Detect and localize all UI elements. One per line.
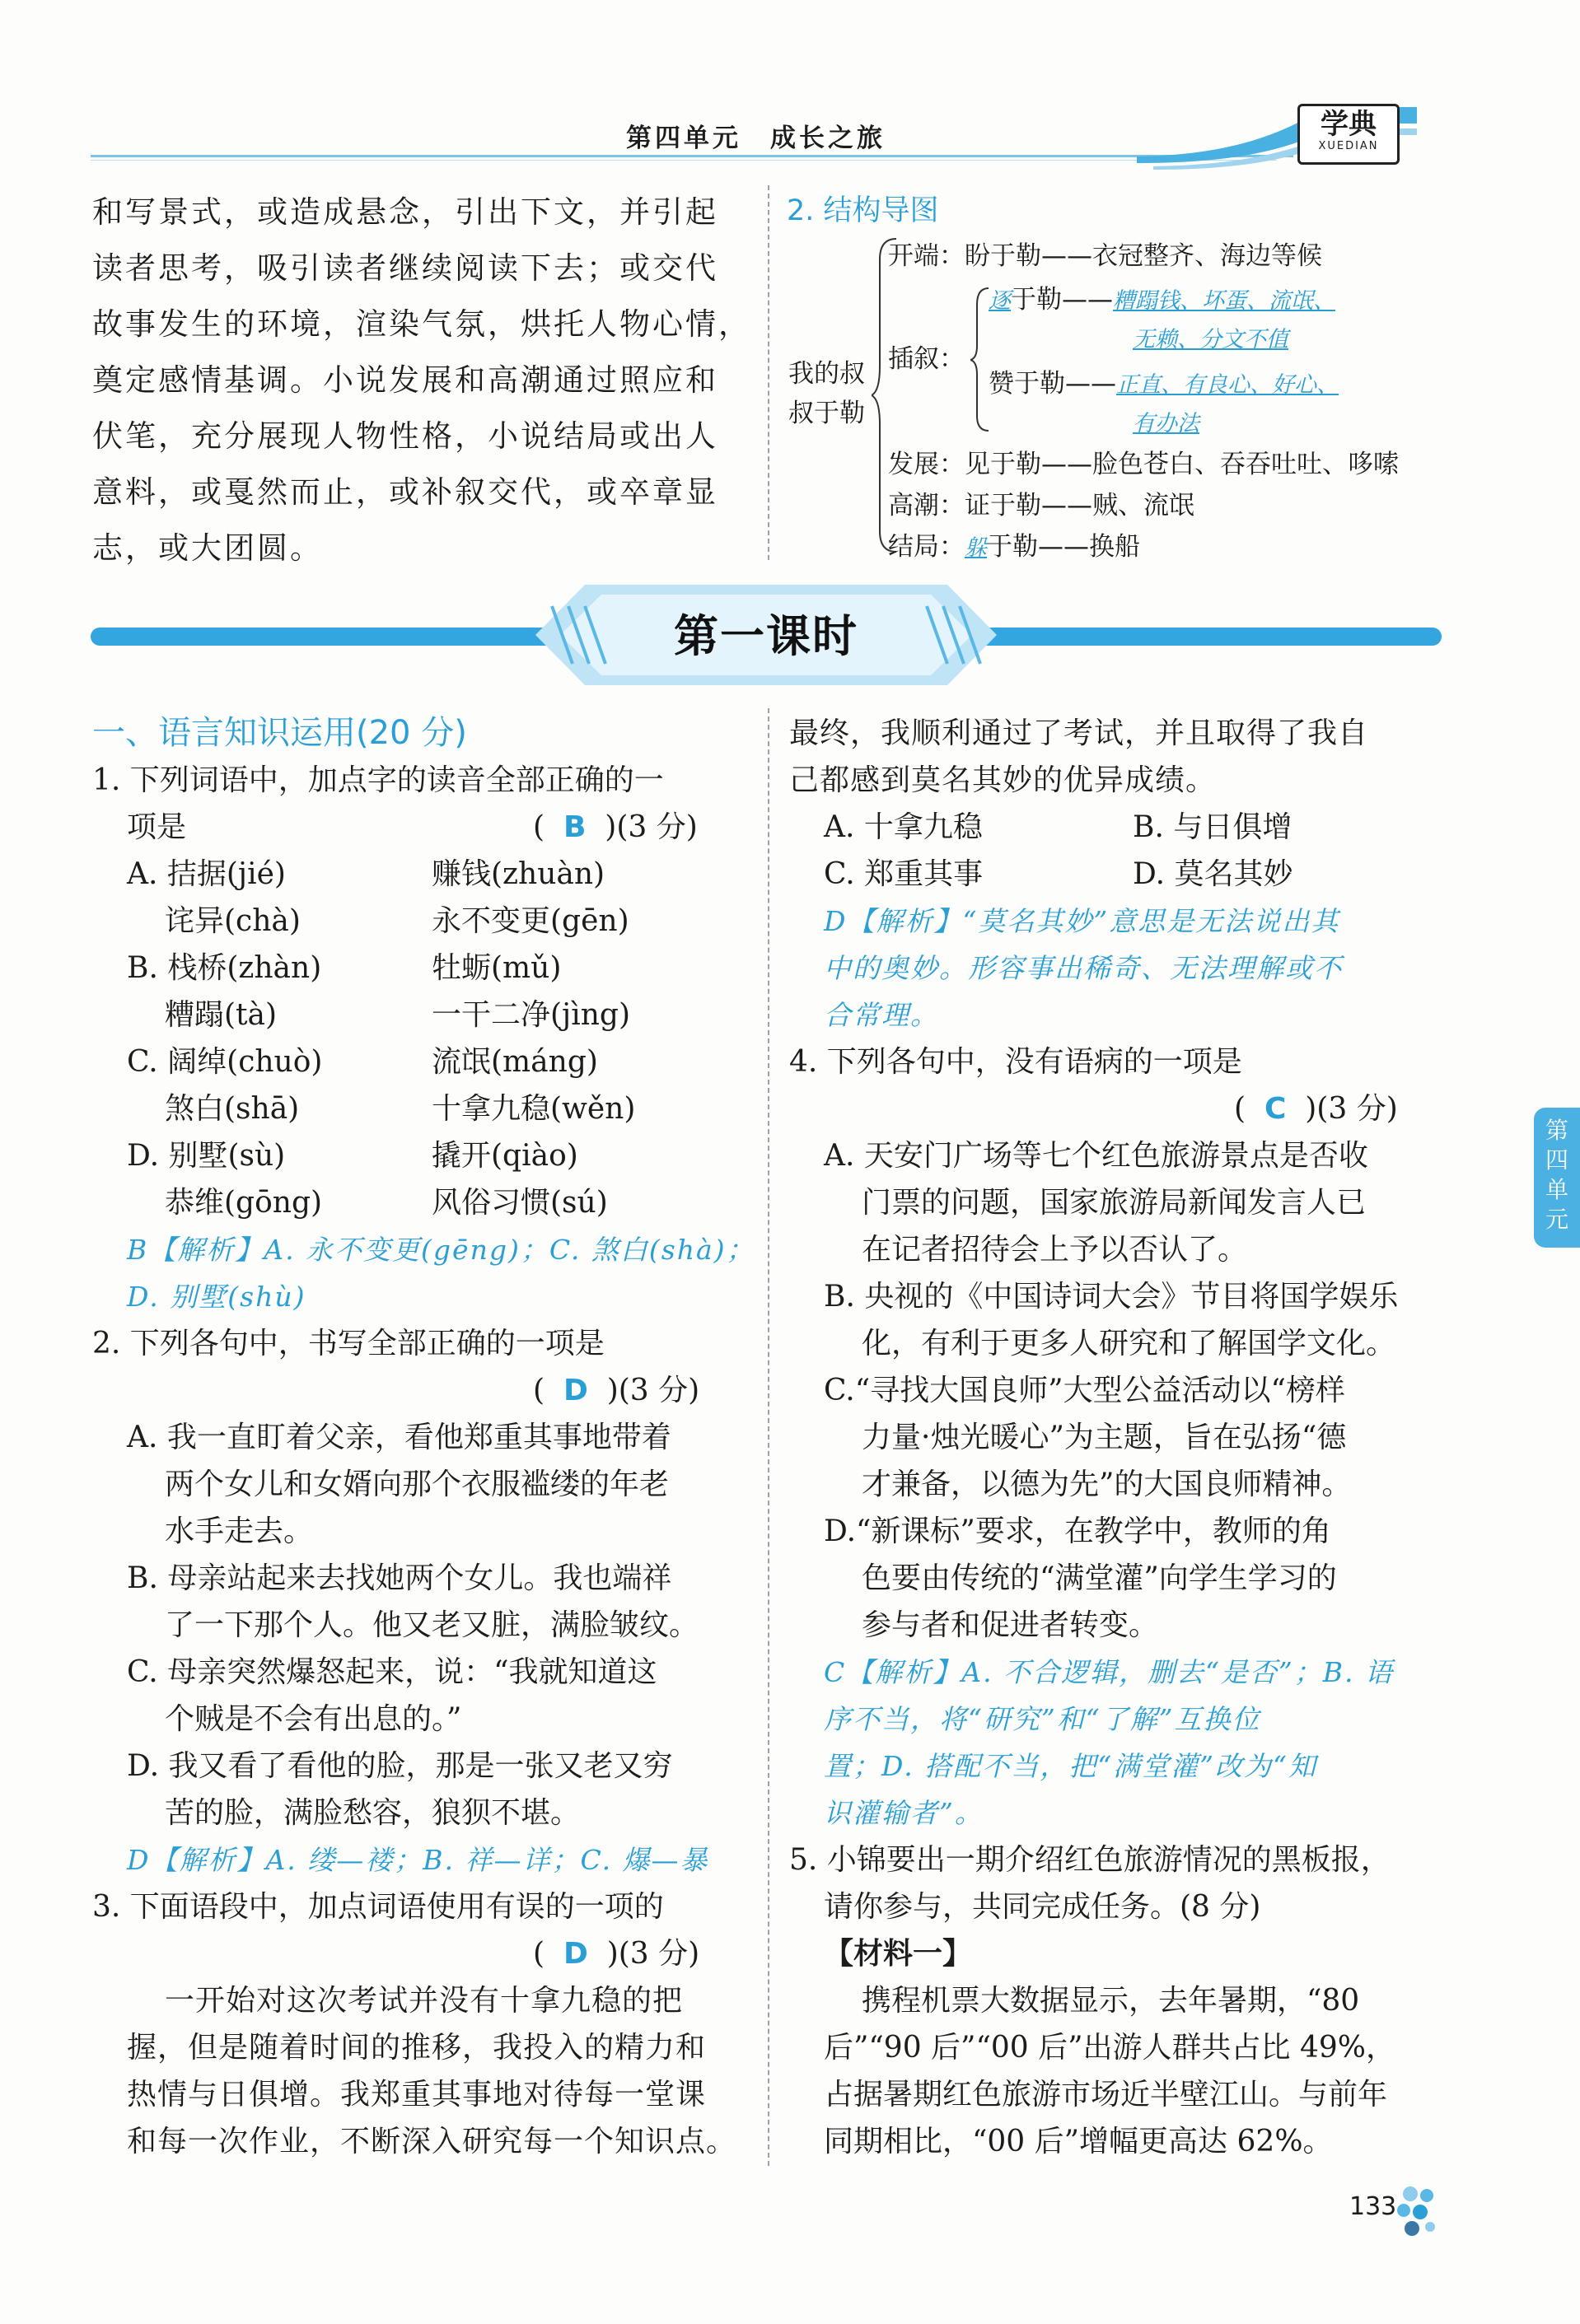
intro-line: 伏笔，充分展现人物性格，小说结局或出人 xyxy=(92,418,718,454)
q5-material-label: 【材料一】 xyxy=(824,1937,973,1971)
q1-explanation-cont: D. 别墅(shù) xyxy=(127,1281,306,1313)
handwritten-answer: 躲 xyxy=(965,535,987,561)
flashback-expel xyxy=(989,278,1335,315)
q1-answer: B xyxy=(563,810,587,844)
header-rule xyxy=(91,155,1293,157)
q1-stem2: 项是 xyxy=(127,810,187,844)
q1-option-b2 xyxy=(92,992,751,1038)
xuedian-logo xyxy=(1297,104,1400,165)
q2-option-d: D. 我又看了看他的脸，那是一张又老又穷 xyxy=(127,1749,673,1783)
q3-passage: 最终，我顺利通过了考试，并且取得了我自 xyxy=(789,716,1369,750)
q2-score: )(3 分) xyxy=(606,1374,700,1407)
q1-c-2: 流氓(máng) xyxy=(432,1045,598,1079)
ending-label: 结局： xyxy=(888,532,965,562)
q3-answer-slot: ( D )(3 分) xyxy=(533,1937,700,1971)
structure-root xyxy=(788,354,865,433)
q3-d: D. 莫名其妙 xyxy=(1133,857,1293,891)
q4-answer-line xyxy=(789,1085,1448,1132)
side-tab-char: 四 xyxy=(1545,1146,1568,1174)
q4-option-d-cont: 参与者和促进者转变。 xyxy=(862,1608,1159,1642)
q3-score: )(3 分) xyxy=(606,1937,700,1971)
q4-option-c-cont: 力量·烛光暖心”为主题，旨在弘扬“德 xyxy=(862,1421,1347,1454)
q1-b-3: 糟蹋(tà) xyxy=(165,998,278,1032)
q3-options-ab xyxy=(789,804,1448,851)
q4-option-a: A. 天安门广场等七个红色旅游景点是否收 xyxy=(824,1139,1368,1173)
column-divider-bottom xyxy=(768,708,769,2166)
structure-climax: 高潮：证于勒——贼、流氓 xyxy=(888,491,1194,520)
side-tab-char: 第 xyxy=(1545,1117,1568,1144)
q1-d-2: 撬开(qiào) xyxy=(432,1139,578,1173)
q4-option-a-cont: 在记者招待会上予以否认了。 xyxy=(862,1233,1248,1267)
q4-explanation-cont: 识灌输者”。 xyxy=(824,1797,984,1829)
q5-material-text: 占据暑期红色旅游市场近半壁江山。与前年 xyxy=(824,2078,1388,2112)
structure-opening: 开端：盼于勒——衣冠整齐、海边等候 xyxy=(888,241,1322,271)
q3-passage: 己都感到莫名其妙的优异成绩。 xyxy=(789,763,1217,797)
q4-option-b-cont: 化，有利于更多人研究和了解国学文化。 xyxy=(862,1327,1396,1360)
q2-option-d-cont: 苦的脸，满脸愁容，狼狈不堪。 xyxy=(165,1796,581,1830)
q1-option-c xyxy=(92,1038,751,1085)
q2-option-c-cont: 个贼是不会有出息的。” xyxy=(165,1702,462,1736)
logo-main: 学典 xyxy=(1321,108,1377,141)
q3-passage: 热情与日俱增。我郑重其事地对待每一堂课 xyxy=(127,2078,707,2112)
q4-explanation: C【解析】A. 不合逻辑，删去“是否”；B. 语 xyxy=(824,1656,1395,1688)
q2-answer-line xyxy=(92,1367,751,1414)
structure-development: 发展：见于勒——脸色苍白、吞吞吐吐、哆嗦 xyxy=(888,450,1399,479)
intro-line: 读者思考，吸引读者继续阅读下去；或交代 xyxy=(92,250,718,286)
left-column xyxy=(92,710,755,2165)
flash-label: 赞于勒—— xyxy=(989,369,1116,399)
q4-stem: 4. 下列各句中，没有语病的一项是 xyxy=(789,1045,1242,1079)
q1-c-1: C. 阔绰(chuò) xyxy=(127,1045,323,1079)
q5-stem-cont: 请你参与，共同完成任务。(8 分) xyxy=(824,1890,1261,1924)
q3-answer-line xyxy=(92,1930,751,1977)
q4-option-c-cont: 才兼备，以德为先”的大国良师精神。 xyxy=(862,1468,1352,1501)
q3-passage: 和每一次作业，不断深入研究每一个知识点。 xyxy=(127,2125,737,2158)
q1-a-4: 永不变更(gēn) xyxy=(432,904,629,938)
flashback-praise xyxy=(989,362,1339,399)
q3-answer: D xyxy=(563,1937,588,1971)
handwritten-answer: 正直、有良心、好心、 xyxy=(1116,372,1339,398)
q1-b-1: B. 栈桥(zhàn) xyxy=(127,951,322,985)
q1-score: )(3 分) xyxy=(605,810,698,844)
q4-score: )(3 分) xyxy=(1305,1092,1398,1126)
intro-line: 和写景式，或造成悬念，引出下文，并引起 xyxy=(92,194,718,230)
section-heading: 一、语言知识运用(20 分) xyxy=(92,714,467,752)
page-number: 133 xyxy=(1349,2192,1397,2221)
q1-a-3: 诧异(chà) xyxy=(165,904,301,938)
header-rule-thin xyxy=(91,160,1277,161)
right-column xyxy=(789,710,1448,2165)
q2-option-b-cont: 了一下那个人。他又老又脏，满脸皱纹。 xyxy=(165,1608,699,1642)
q5-material-text: 后”“90 后”“00 后”出游人群共占比 49%， xyxy=(824,2031,1395,2065)
structure-title: 2. 结构导图 xyxy=(787,194,939,227)
lesson-title: 第一课时 xyxy=(674,610,858,662)
q2-answer-slot: ( D )(3 分) xyxy=(533,1374,700,1407)
q4-explanation-cont: 序不当，将“研究”和“了解”互换位 xyxy=(824,1703,1261,1735)
q3-a: A. 十拿九稳 xyxy=(824,810,983,844)
side-tab-char: 元 xyxy=(1545,1206,1568,1233)
handwritten-answer: 糟蹋钱、坏蛋、流氓、 xyxy=(1113,288,1335,314)
q1-option-d2 xyxy=(92,1179,751,1226)
flashback-expel-cont xyxy=(1133,321,1288,353)
q3-b: B. 与日俱增 xyxy=(1133,810,1293,844)
q1-d-3: 恭维(gōng) xyxy=(165,1186,323,1220)
q1-c-4: 十拿九稳(wěn) xyxy=(432,1092,636,1126)
intro-line: 奠定感情基调。小说发展和高潮通过照应和 xyxy=(92,362,718,398)
page-number-dots-icon xyxy=(1394,2184,1443,2242)
q5-material-text: 携程机票大数据显示，去年暑期，“80 xyxy=(862,1984,1360,2018)
flashback-praise-cont xyxy=(1133,405,1199,437)
ending-text: 于勒——换船 xyxy=(987,532,1140,562)
q4-option-c: C.“寻找大国良师”大型公益活动以“榜样 xyxy=(824,1374,1345,1407)
q1-explanation: B【解析】A. 永不变更(gēng)；C. 煞白(shà)； xyxy=(127,1234,755,1266)
q3-c: C. 郑重其事 xyxy=(824,857,984,891)
q1-b-2: 牡蛎(mǔ) xyxy=(432,951,562,985)
q1-option-c2 xyxy=(92,1085,751,1132)
q4-option-d-cont: 色要由传统的“满堂灌”向学生学习的 xyxy=(862,1561,1337,1595)
structure-ending xyxy=(888,525,1140,562)
intro-line: 志，或大团圆。 xyxy=(92,530,323,566)
q2-option-c: C. 母亲突然爆怒起来，说：“我就知道这 xyxy=(127,1655,657,1689)
q3-explanation-cont: 合常理。 xyxy=(824,999,939,1031)
q5-material-text: 同期相比，“00 后”增幅更高达 62%。 xyxy=(824,2125,1333,2158)
q4-explanation-cont: 置；D. 搭配不当，把“满堂灌”改为“知 xyxy=(824,1750,1317,1782)
q2-option-a-cont: 水手走去。 xyxy=(165,1514,314,1548)
q1-d-1: D. 别墅(sù) xyxy=(127,1139,286,1173)
q4-option-b: B. 央视的《中国诗词大会》节目将国学娱乐 xyxy=(824,1280,1399,1314)
q1-option-d xyxy=(92,1132,751,1179)
q4-answer: C xyxy=(1264,1092,1287,1126)
q2-explanation: D【解析】A. 缕—褛；B. 祥—详；C. 爆—暴 xyxy=(127,1844,709,1876)
q1-stem: 1. 下列词语中，加点字的读音全部正确的一 xyxy=(92,763,664,797)
q3-stem: 3. 下面语段中，加点词语使用有误的一项的 xyxy=(92,1890,664,1924)
q2-stem: 2. 下列各句中，书写全部正确的一项是 xyxy=(92,1327,605,1360)
flash-label: 于勒—— xyxy=(1011,285,1113,315)
root-line: 叔于勒 xyxy=(788,399,865,428)
q4-answer-slot: ( C )(3 分) xyxy=(1234,1092,1398,1126)
handwritten-answer: 有办法 xyxy=(1133,411,1199,436)
q1-a-1: A. 拮据(jié) xyxy=(127,857,286,891)
q2-option-b: B. 母亲站起来去找她两个女儿。我也端祥 xyxy=(127,1561,672,1595)
q2-answer: D xyxy=(563,1374,588,1407)
q2-option-a: A. 我一直盯着父亲，看他郑重其事地带着 xyxy=(127,1421,671,1454)
q1-c-3: 煞白(shā) xyxy=(165,1092,300,1126)
q1-stem-cont xyxy=(92,804,751,851)
q5-stem: 5. 小锦要出一期介绍红色旅游情况的黑板报， xyxy=(789,1843,1391,1877)
unit-side-tab xyxy=(1534,1108,1580,1248)
side-tab-char: 单 xyxy=(1545,1176,1568,1203)
q3-options-cd xyxy=(789,851,1448,898)
q3-explanation-cont: 中的奥妙。形容事出稀奇、无法理解或不 xyxy=(824,952,1343,984)
q1-option-b xyxy=(92,945,751,992)
intro-paragraph xyxy=(92,184,751,576)
q2-option-a-cont: 两个女儿和女婿向那个衣服褴缕的年老 xyxy=(165,1468,670,1501)
q1-option-a2 xyxy=(92,898,751,945)
q3-explanation: D【解析】“莫名其妙”意思是无法说出其 xyxy=(824,905,1340,937)
q1-d-4: 风俗习惯(sú) xyxy=(432,1186,608,1220)
intro-line: 故事发生的环境，渲染气氛，烘托人物心情， xyxy=(92,306,751,342)
structure-flashback-label: 插叙： xyxy=(888,344,965,374)
q4-option-d: D.“新课标”要求，在教学中，教师的角 xyxy=(824,1514,1331,1548)
handwritten-answer: 无赖、分文不值 xyxy=(1133,327,1288,352)
q1-a-2: 赚钱(zhuàn) xyxy=(432,857,605,891)
handwritten-answer: 逐 xyxy=(989,288,1011,314)
q1-answer-slot: ( B )(3 分) xyxy=(533,810,698,844)
root-line: 我的叔 xyxy=(788,359,865,389)
intro-line: 意料，或戛然而止，或补叙交代，或卒章显 xyxy=(92,474,718,510)
q1-b-4: 一干二净(jìng) xyxy=(432,998,630,1032)
q1-option-a xyxy=(92,851,751,898)
unit-title: 第四单元 成长之旅 xyxy=(626,124,886,153)
q4-option-a-cont: 门票的问题，国家旅游局新闻发言人已 xyxy=(862,1186,1367,1220)
q3-passage: 握，但是随着时间的推移，我投入的精力和 xyxy=(127,2031,707,2065)
column-divider-top xyxy=(768,185,769,560)
logo-sub: XUEDIAN xyxy=(1318,140,1379,152)
q3-passage: 一开始对这次考试并没有十拿九稳的把 xyxy=(165,1984,684,2018)
